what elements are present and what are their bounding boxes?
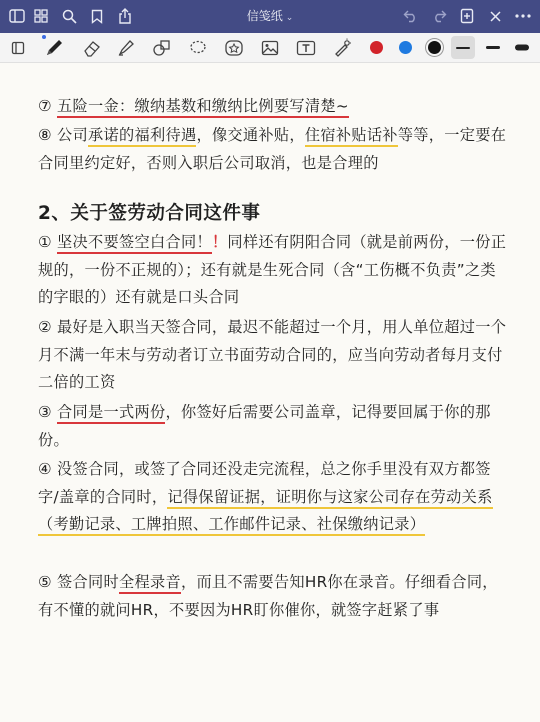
eraser-tool-icon[interactable] [80,36,104,59]
item-8-highlight-housing: 住宿补贴话补 [305,126,398,147]
item-7-number: ⑦ [38,97,58,115]
item-3-text: ，你签好后需要公司盖章，记得要回属于你的那份。 [38,403,491,449]
bluetooth-pencil-indicator [42,35,46,39]
item-1-red-mark: ！ [211,233,228,251]
top-nav-bar [0,0,540,33]
document-title-button[interactable] [230,7,310,24]
bookmark-icon[interactable] [86,5,108,27]
item-5-highlight: 全程录音 [119,573,181,594]
item-4 [38,456,508,539]
item-4-highlight: 记得保留证据，证明你与这家公司存在劳动关系（考勤记录、工牌拍照、工作邮件记录、社保缴纳记录） [38,488,493,537]
close-icon[interactable] [484,5,506,27]
pen-tool-icon[interactable] [42,36,66,59]
text-tool-icon[interactable] [294,36,318,59]
sidebar-icon[interactable] [6,5,28,27]
shapes-tool-icon[interactable] [150,36,174,59]
item-8-text-a: ，像交通补贴， [196,126,305,144]
item-1-number: ① [38,233,58,251]
laser-pointer-icon[interactable] [330,36,354,59]
item-2-text: ② 最好是入职当天签合同，最迟不能超过一个月，用人单位超过一个月不满一年末与劳动者订立书面劳动合同的，应当向劳动者每月支付二倍的工资 [38,318,507,391]
drawing-toolbar [0,33,540,63]
stroke-medium-option[interactable] [481,36,505,59]
section-heading: 2、关于签劳动合同这件事 [38,203,261,224]
search-icon[interactable] [58,5,80,27]
item-8-text-b: 等等，一定要在合同里约定好，否则入职后公司取消，也是合理的 [38,126,507,172]
sticker-tool-icon[interactable] [222,36,246,59]
color-black-swatch[interactable] [422,36,446,59]
add-page-icon[interactable] [456,5,478,27]
item-1 [38,229,508,312]
stroke-thin-option[interactable] [451,36,475,59]
image-tool-icon[interactable] [258,36,282,59]
item-7 [38,93,508,121]
item-3-number: ③ [38,403,58,421]
item-8-highlight-benefits: 承诺的福利待遇 [88,126,196,147]
stroke-thick-option[interactable] [510,36,534,59]
note-page[interactable] [0,63,540,722]
highlighter-tool-icon[interactable] [114,36,138,59]
chevron-down-icon: ⌄ [285,13,294,23]
item-4-text: ④ 没签合同，或签了合同还没走完流程，总之你手里没有双方都签字/盖章的合同时， [38,460,491,506]
item-5-number: ⑤ 签合同时 [38,573,119,591]
more-icon[interactable] [512,5,534,27]
share-icon[interactable] [114,5,136,27]
item-2 [38,314,508,397]
item-8 [38,122,508,177]
item-8-number: ⑧ 公司 [38,126,89,144]
item-3 [38,399,508,454]
item-7-highlight: 五险一金：缴纳基数和缴纳比例要写清楚~ [57,97,349,118]
redo-icon[interactable] [428,5,450,27]
grid-icon[interactable] [30,5,52,27]
undo-icon[interactable] [400,5,422,27]
lasso-tool-icon[interactable] [186,36,210,59]
item-1-text: 同样还有阴阳合同（就是前两份，一份正规的，一份不正规的）；还有就是生死合同（含“工伤概不负责”之类的字眼的）还有就是口头合同 [38,233,507,306]
color-red-swatch[interactable] [364,36,388,59]
item-3-highlight: 合同是一式两份 [57,403,165,424]
document-title: 信笺纸 [246,9,283,23]
item-5 [38,569,508,624]
reader-mode-icon[interactable] [6,36,30,59]
item-5-text: ，而且不需要告知HR你在录音。仔细看合同，有不懂的就问HR，不要因为HR盯你催你，就签字赶紧了事 [38,573,498,619]
color-blue-swatch[interactable] [393,36,417,59]
item-1-highlight: 坚决不要签空白合同！ [57,233,212,254]
